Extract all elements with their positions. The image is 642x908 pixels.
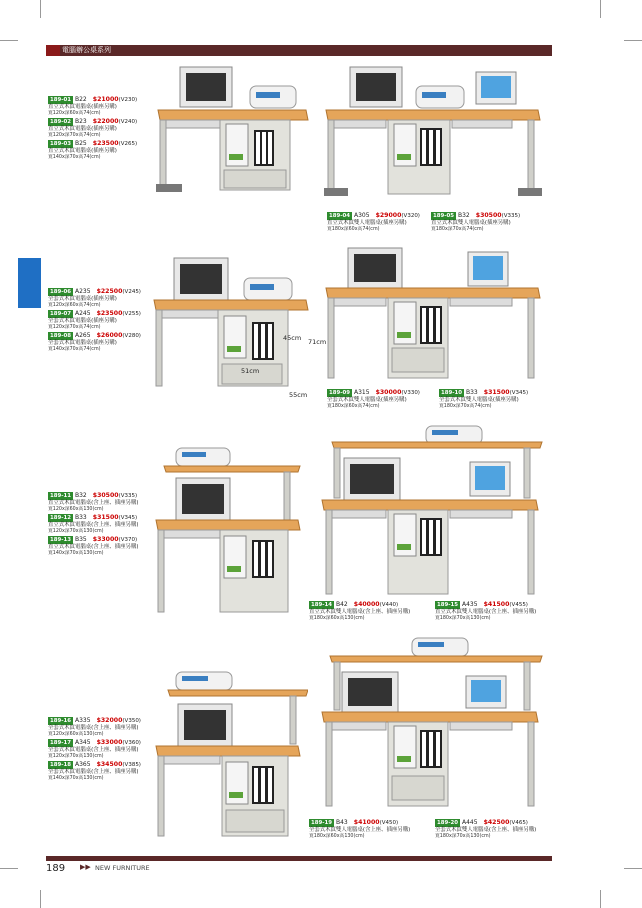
product-model: A265 bbox=[75, 332, 91, 340]
product-description: 全套式木紋電腦桌(插座另購) bbox=[48, 296, 117, 302]
product-price: $30500 bbox=[475, 211, 502, 219]
product-description: 全套式木紋雙人電腦桌(含上座、插座另購) bbox=[309, 827, 411, 833]
product-vprice: (V370) bbox=[118, 537, 138, 544]
product-model: B32 bbox=[458, 211, 470, 219]
product-price: $22000 bbox=[92, 117, 119, 125]
product-code: 189-19 bbox=[311, 820, 332, 826]
product-dimensions: 寬180x深70x高130(cm) bbox=[435, 833, 491, 839]
crop-mark bbox=[624, 40, 642, 41]
product-description: 全套式木紋雙人電腦桌(含上座、插座另購) bbox=[435, 827, 537, 833]
product-item bbox=[48, 761, 141, 782]
product-item bbox=[48, 140, 137, 161]
product-code: 189-13 bbox=[50, 537, 71, 544]
product-description: 直立式木紋雙人電腦桌(含上座、插座另購) bbox=[309, 609, 411, 615]
product-vprice: (V230) bbox=[118, 96, 138, 103]
product-model: A235 bbox=[75, 287, 91, 295]
product-code: 189-06 bbox=[50, 289, 71, 295]
dimension-depth: 55cm bbox=[289, 391, 308, 399]
product-dimensions: 寬180x深60x高130(cm) bbox=[309, 833, 365, 839]
product-vprice: (V440) bbox=[379, 601, 399, 608]
product-code: 189-11 bbox=[50, 493, 71, 499]
product-description: 直立式木紋雙人電腦桌(含上座、插座另購) bbox=[435, 609, 537, 615]
product-item bbox=[309, 819, 410, 840]
product-group bbox=[435, 601, 536, 623]
desk-illustration-double bbox=[322, 246, 544, 386]
crop-mark bbox=[0, 868, 18, 869]
product-price: $31500 bbox=[483, 388, 510, 396]
product-vprice: (V450) bbox=[379, 819, 399, 826]
product-code: 189-17 bbox=[50, 740, 71, 747]
product-item bbox=[48, 332, 141, 353]
product-group bbox=[439, 389, 528, 411]
product-vprice: (V385) bbox=[122, 762, 141, 769]
product-code: 189-18 bbox=[50, 762, 71, 769]
product-dimensions: 寬140x深70x高130(cm) bbox=[48, 550, 104, 556]
crop-mark bbox=[600, 890, 601, 908]
header-accent bbox=[46, 45, 60, 56]
product-item bbox=[327, 212, 420, 233]
product-item bbox=[431, 212, 520, 233]
product-vprice: (V245) bbox=[122, 288, 141, 295]
page-title: 電腦辦公桌系列 bbox=[62, 46, 111, 54]
product-dimensions: 寬120x深70x高130(cm) bbox=[48, 753, 104, 759]
product-code: 189-05 bbox=[433, 213, 454, 219]
product-code: 189-09 bbox=[329, 390, 350, 396]
product-dimensions: 寬120x深60x高130(cm) bbox=[48, 731, 104, 737]
product-model: B22 bbox=[75, 95, 87, 103]
product-item bbox=[48, 310, 141, 331]
desk-illustration-hutch-double bbox=[320, 636, 544, 816]
product-description: 直立式木紋雙人電腦桌(插座另購) bbox=[327, 220, 407, 226]
product-vprice: (V255) bbox=[122, 310, 141, 317]
product-group bbox=[48, 288, 141, 355]
product-group bbox=[327, 389, 420, 411]
product-price: $23500 bbox=[96, 309, 123, 317]
product-price: $33000 bbox=[96, 738, 123, 746]
product-vprice: (V335) bbox=[501, 212, 521, 219]
product-vprice: (V265) bbox=[118, 141, 138, 148]
product-code: 189-12 bbox=[50, 515, 71, 522]
product-dimensions: 寬120x深60x高130(cm) bbox=[48, 506, 104, 512]
footer-bar bbox=[46, 856, 552, 861]
product-code: 189-02 bbox=[50, 119, 71, 126]
product-dimensions: 寬180x深70x高74(cm) bbox=[439, 403, 492, 409]
desk-illustration-single bbox=[150, 256, 310, 388]
product-vprice: (V360) bbox=[122, 739, 141, 746]
product-vprice: (V280) bbox=[122, 333, 141, 340]
product-model: B35 bbox=[75, 536, 87, 544]
product-price: $30500 bbox=[92, 491, 119, 499]
product-dimensions: 寬140x深70x高130(cm) bbox=[48, 775, 104, 781]
product-item bbox=[327, 389, 420, 410]
product-group bbox=[431, 212, 520, 234]
product-code: 189-04 bbox=[329, 213, 350, 219]
desk-illustration-double bbox=[322, 64, 544, 204]
footer-brand: NEW FURNITURE bbox=[95, 864, 150, 872]
product-price: $26000 bbox=[96, 332, 123, 340]
product-item bbox=[439, 389, 528, 410]
product-price: $41000 bbox=[353, 818, 380, 826]
product-description: 直立式木紋電腦桌(含上座、插座另購) bbox=[48, 522, 139, 529]
product-item bbox=[48, 514, 138, 535]
product-price: $41500 bbox=[483, 600, 510, 608]
product-vprice: (V335) bbox=[118, 492, 138, 499]
footer-arrows-icon: ▶▶ bbox=[80, 863, 91, 871]
product-description: 直立式木紋電腦桌(含上座、插座另購) bbox=[48, 500, 139, 506]
product-price: $31500 bbox=[92, 513, 119, 521]
product-vprice: (V330) bbox=[401, 389, 420, 396]
product-code: 189-15 bbox=[437, 602, 458, 608]
product-vprice: (V455) bbox=[509, 601, 528, 608]
page-number: 189 bbox=[46, 863, 66, 874]
product-model: A335 bbox=[75, 716, 91, 724]
product-model: A365 bbox=[75, 761, 91, 769]
product-item bbox=[435, 819, 536, 840]
product-model: A345 bbox=[75, 738, 91, 746]
dimension-height: 71cm bbox=[308, 338, 327, 346]
product-price: $42500 bbox=[483, 818, 510, 826]
product-code: 189-07 bbox=[50, 311, 71, 318]
crop-mark bbox=[600, 0, 601, 18]
product-dimensions: 寬140x深70x高74(cm) bbox=[48, 154, 101, 160]
product-description: 全套式木紋電腦桌(含上座、插座另購) bbox=[48, 725, 139, 731]
product-item bbox=[48, 492, 138, 513]
header-bar bbox=[46, 45, 552, 56]
product-group bbox=[309, 819, 410, 841]
product-dimensions: 寬120x深70x高130(cm) bbox=[48, 528, 104, 534]
product-model: B23 bbox=[75, 117, 87, 125]
product-description: 全套式木紋電腦桌(含上座、插座另購) bbox=[48, 769, 139, 776]
product-model: B33 bbox=[466, 388, 478, 396]
product-dimensions: 寬180x深70x高130(cm) bbox=[435, 615, 491, 621]
product-dimensions: 寬180x深60x高130(cm) bbox=[309, 615, 365, 621]
product-item bbox=[48, 739, 141, 760]
product-price: $21000 bbox=[92, 95, 119, 103]
product-item bbox=[309, 601, 410, 622]
product-price: $33000 bbox=[92, 536, 119, 544]
product-model: B25 bbox=[75, 140, 87, 148]
product-vprice: (V320) bbox=[401, 212, 420, 219]
product-group bbox=[48, 492, 138, 559]
product-vprice: (V465) bbox=[509, 819, 528, 826]
section-tab bbox=[18, 258, 41, 308]
product-description: 全套式木紋雙人電腦桌(插座另購) bbox=[327, 397, 407, 403]
dimension-width: 51cm bbox=[241, 367, 260, 375]
product-item bbox=[48, 288, 141, 309]
product-item bbox=[48, 536, 138, 557]
product-dimensions: 寬180x深60x高74(cm) bbox=[327, 226, 380, 232]
product-model: B33 bbox=[75, 513, 87, 521]
product-dimensions: 寬180x深70x高74(cm) bbox=[431, 226, 484, 232]
product-dimensions: 寬120x深60x高74(cm) bbox=[48, 302, 101, 308]
product-description: 全套式木紋電腦桌(插座另購) bbox=[48, 340, 117, 347]
product-item bbox=[48, 96, 137, 117]
product-description: 全套式木紋電腦桌(插座另購) bbox=[48, 318, 117, 325]
product-vprice: (V350) bbox=[122, 717, 141, 724]
crop-mark bbox=[40, 890, 41, 908]
desk-illustration-hutch-single bbox=[152, 670, 308, 838]
product-dimensions: 寬180x深60x高74(cm) bbox=[327, 403, 380, 409]
product-vprice: (V345) bbox=[509, 389, 529, 396]
product-vprice: (V345) bbox=[118, 514, 138, 521]
product-vprice: (V240) bbox=[118, 118, 138, 125]
product-price: $29000 bbox=[375, 211, 402, 219]
desk-illustration-hutch-double bbox=[320, 424, 544, 602]
product-model: B42 bbox=[336, 600, 348, 608]
product-item bbox=[435, 601, 536, 622]
product-model: A445 bbox=[462, 818, 478, 826]
product-description: 直立式木紋電腦桌(插座另購) bbox=[48, 148, 117, 155]
product-group bbox=[48, 96, 137, 163]
product-price: $23500 bbox=[92, 140, 119, 148]
product-price: $34500 bbox=[96, 761, 123, 769]
product-item bbox=[48, 118, 137, 139]
product-description: 直立式木紋電腦桌(插座另購) bbox=[48, 126, 117, 133]
product-dimensions: 寬120x深60x高74(cm) bbox=[48, 110, 101, 116]
dimension-depth-small: 45cm bbox=[283, 334, 302, 342]
product-code: 189-20 bbox=[437, 820, 458, 826]
product-code: 189-01 bbox=[50, 97, 71, 103]
product-code: 189-03 bbox=[50, 141, 71, 148]
product-price: $30000 bbox=[375, 388, 402, 396]
product-model: B32 bbox=[75, 491, 87, 499]
product-group bbox=[48, 717, 141, 784]
product-price: $22500 bbox=[96, 287, 123, 295]
product-description: 全套式木紋電腦桌(含上座、插座另購) bbox=[48, 747, 139, 754]
product-dimensions: 寬140x深70x高74(cm) bbox=[48, 346, 101, 352]
crop-mark bbox=[0, 40, 18, 41]
product-code: 189-16 bbox=[50, 718, 71, 724]
product-model: B43 bbox=[336, 818, 348, 826]
product-model: A305 bbox=[354, 211, 370, 219]
product-dimensions: 寬120x深70x高74(cm) bbox=[48, 132, 101, 138]
product-description: 直立式木紋電腦桌(含上座、插座另購) bbox=[48, 544, 139, 551]
crop-mark bbox=[40, 0, 41, 18]
desk-illustration-single bbox=[150, 64, 312, 196]
desk-illustration-hutch-single bbox=[152, 446, 302, 614]
product-model: A315 bbox=[354, 388, 370, 396]
product-model: A435 bbox=[462, 600, 478, 608]
product-code: 189-14 bbox=[311, 602, 332, 608]
product-group bbox=[309, 601, 410, 623]
product-group bbox=[435, 819, 536, 841]
crop-mark bbox=[624, 868, 642, 869]
product-group bbox=[327, 212, 420, 234]
product-price: $40000 bbox=[353, 600, 380, 608]
product-description: 直立式木紋雙人電腦桌(插座另購) bbox=[431, 220, 511, 226]
product-code: 189-08 bbox=[50, 333, 71, 340]
product-description: 直立式木紋電腦桌(插座另購) bbox=[48, 104, 117, 110]
product-code: 189-10 bbox=[441, 390, 462, 396]
product-description: 全套式木紋雙人電腦桌(插座另購) bbox=[439, 397, 519, 403]
product-price: $32000 bbox=[96, 716, 123, 724]
product-item bbox=[48, 717, 141, 738]
product-dimensions: 寬120x深70x高74(cm) bbox=[48, 324, 101, 330]
product-model: A245 bbox=[75, 309, 91, 317]
